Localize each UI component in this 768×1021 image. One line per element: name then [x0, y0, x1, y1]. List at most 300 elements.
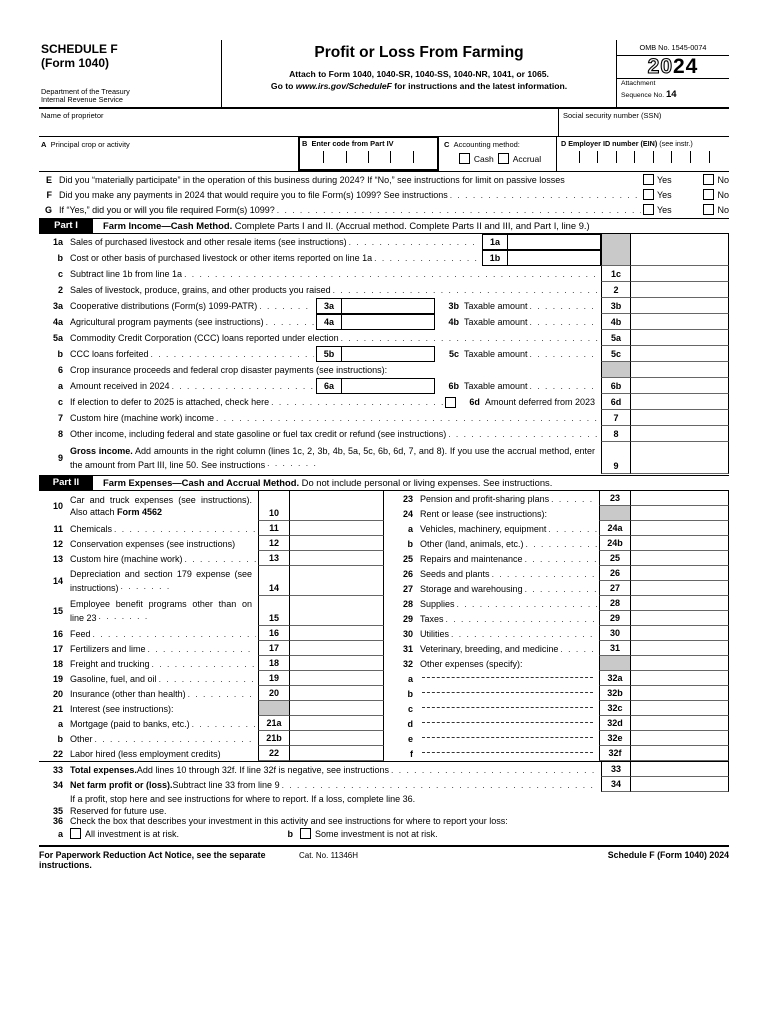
line-ncell-20: 20 [258, 686, 290, 701]
line-number: 28 [402, 598, 413, 609]
line-label [70, 539, 258, 549]
write-in-line-32f[interactable] [422, 751, 593, 753]
form-line-6d [39, 394, 729, 410]
line-ncell-6d: 6d [601, 394, 631, 410]
line-label [70, 765, 601, 775]
line-number: c [57, 269, 63, 279]
line-ncell-6a: 6a [316, 378, 342, 394]
line-ncell-26: 26 [599, 566, 631, 581]
amount-cell-28[interactable] [631, 596, 729, 611]
entry-box-6a[interactable] [342, 378, 435, 394]
line-number: 5a [52, 333, 63, 343]
line-label [70, 269, 601, 279]
amount-cell-6d[interactable] [631, 394, 729, 410]
line-number: b [407, 688, 413, 699]
amount-cell-25[interactable] [631, 551, 729, 566]
line-text: Check the box that describes your investment in this activity and see instructions for where to report your loss: [70, 816, 508, 826]
line-ncell-7: 7 [601, 410, 631, 426]
amount-cell-11[interactable] [290, 521, 384, 536]
form-line-13 [39, 551, 384, 566]
amount-cell-10[interactable] [290, 491, 384, 521]
schedule-name: SCHEDULE F [41, 42, 118, 56]
ein-box[interactable] [556, 137, 729, 171]
line-number: b [57, 253, 63, 263]
amount-cell-32f[interactable] [631, 746, 729, 761]
amount-cell-21a[interactable] [290, 716, 384, 731]
line-text: Chemicals [70, 523, 113, 534]
amount-cell-8[interactable] [631, 426, 729, 442]
entry-box-3a[interactable] [342, 298, 435, 314]
line-ncell-24b: 24b [599, 536, 631, 551]
dot-leaders [560, 644, 597, 654]
amount-cell-6b[interactable] [631, 378, 729, 394]
form-line-1b [39, 250, 729, 266]
line-text: Feed [70, 628, 91, 639]
form-line-22 [39, 746, 384, 761]
amount-cell-3b[interactable] [631, 298, 729, 314]
dot-leaders [172, 381, 314, 391]
line-text: Commodity Credit Corporation (CCC) loans reported under election [70, 333, 339, 343]
dot-leaders [277, 205, 641, 215]
amount-cell-19[interactable] [290, 671, 384, 686]
dot-leaders [152, 659, 256, 669]
dot-leaders [530, 381, 599, 391]
line-label [420, 554, 599, 564]
line-ncell-32b: 32b [599, 686, 631, 701]
amount-cell[interactable] [631, 656, 729, 671]
accrual-checkbox[interactable] [498, 153, 509, 164]
entry-box-4a[interactable] [342, 314, 435, 330]
line-text: Insurance (other than health) [70, 688, 186, 699]
form-footer [39, 845, 729, 870]
form-line-1c [39, 266, 729, 282]
agency-line1: Department of the Treasury [41, 86, 130, 96]
amount-cell-30[interactable] [631, 626, 729, 641]
shaded-cell [601, 362, 631, 378]
line-label [70, 317, 316, 327]
entry-box-5b[interactable] [342, 346, 435, 362]
amount-cell-32e[interactable] [631, 731, 729, 746]
dot-leaders [530, 349, 599, 359]
line-text: Vehicles, machinery, equipment [420, 523, 547, 534]
form-line-15 [39, 596, 384, 626]
line-ncell-13: 13 [258, 551, 290, 566]
line-text: Veterinary, breeding, and medicine [420, 643, 559, 654]
part1-heading-bold: Farm Income—Cash Method. [103, 220, 233, 231]
line-number: 4b [448, 317, 459, 327]
year-outline: 20 [647, 55, 673, 78]
line-ncell-3b: 3b [601, 298, 631, 314]
line36a-letter: a [57, 828, 63, 839]
dot-leaders [121, 581, 173, 591]
line-ncell-1a: 1a [482, 234, 508, 250]
dot-leaders [446, 614, 597, 624]
yes-checkbox-G[interactable] [643, 204, 654, 215]
form-line-32c [389, 701, 729, 716]
line-label [420, 676, 599, 681]
line-text: Reserved for future use. [70, 806, 167, 816]
line-ncell-4b: 4b [601, 314, 631, 330]
form-line-29 [389, 611, 729, 626]
no-option [703, 204, 729, 215]
part2-heading-bold: Farm Expenses—Cash and Accrual Method. [103, 477, 300, 488]
line-ncell-15: 15 [258, 596, 290, 626]
form-line-28 [389, 596, 729, 611]
line-text: Amount received in 2024 [70, 381, 170, 391]
form-line-33 [39, 762, 729, 777]
line-text: Subtract line 33 from line 9 [172, 779, 280, 790]
line-label [70, 568, 258, 593]
shaded-cell [601, 250, 631, 266]
line-text: Cooperative distributions (Form(s) 1099-PATR) [70, 301, 258, 311]
no-label: No [717, 189, 729, 200]
yes-label: Yes [657, 189, 672, 200]
part1-heading [93, 219, 729, 233]
line-ncell-11: 11 [258, 521, 290, 536]
year-bold: 24 [673, 55, 699, 78]
line-number: 11 [53, 523, 63, 534]
line-ncell-28: 28 [599, 596, 631, 611]
yes-checkbox-E[interactable] [643, 174, 654, 185]
part-iv-code-box[interactable] [298, 136, 439, 171]
ein-comb[interactable] [561, 151, 727, 163]
line-text: Sales of purchased livestock and other resale items (see instructions) [70, 237, 347, 247]
part2-columns [39, 491, 729, 761]
line-label [70, 429, 601, 439]
line-text: Freight and trucking [70, 658, 150, 669]
line-label [70, 253, 482, 263]
footer-form-id: Schedule F (Form 1040) 2024 [607, 850, 729, 860]
line-number: 3a [52, 301, 63, 311]
line-label [70, 397, 456, 408]
paperwork-notice: For Paperwork Reduction Act Notice, see the separate instructions. [39, 850, 266, 870]
dot-leaders [451, 629, 597, 639]
line-number: 17 [52, 643, 63, 654]
question-letter: G [44, 204, 52, 215]
amount-cell-26[interactable] [631, 566, 729, 581]
line-label [420, 691, 599, 696]
line-label [420, 751, 599, 756]
line-label [420, 644, 599, 654]
part1-heading-rest: Complete Parts I and II. (Accrual method. Complete Parts II and III, and Part I, line 9.) [232, 220, 590, 231]
comb-cell [579, 151, 598, 163]
no-option [703, 174, 729, 185]
write-in-line-32b[interactable] [422, 691, 593, 693]
entry-box-1b[interactable] [508, 250, 601, 266]
form-line-4b [39, 314, 729, 330]
line-number: 30 [402, 628, 413, 639]
line-ncell-25: 25 [599, 551, 631, 566]
dot-leaders [349, 237, 480, 247]
sequence-label: Sequence No. [621, 91, 665, 99]
line-label [70, 554, 258, 564]
no-checkbox-G[interactable] [703, 204, 714, 215]
amount-cell-1c[interactable] [631, 266, 729, 282]
yes-option [643, 204, 672, 215]
dot-leaders [450, 190, 641, 200]
form-line-18 [39, 656, 384, 671]
amount-cell-12[interactable] [290, 536, 384, 551]
line-number: 8 [57, 429, 63, 439]
amount-cell-2[interactable] [631, 282, 729, 298]
form-line-32e [389, 731, 729, 746]
line-label-bold: Form 4562 [117, 507, 163, 517]
question-text: Did you make any payments in 2024 that would require you to file Form(s) 1099? See instructions [59, 189, 448, 200]
amount-cell[interactable] [631, 234, 729, 250]
goto-prefix: Go to [270, 81, 296, 92]
amount-cell-15[interactable] [290, 596, 384, 626]
dot-leaders [151, 349, 314, 359]
line-ncell-32a: 32a [599, 671, 631, 686]
line-number: a [57, 381, 63, 391]
yes-no-group [643, 204, 729, 215]
no-checkbox-E[interactable] [703, 174, 714, 185]
no-checkbox-F[interactable] [703, 189, 714, 200]
write-in-line-32c[interactable] [422, 706, 593, 708]
dot-leaders [185, 554, 256, 564]
dot-leaders [148, 644, 256, 654]
comb-cell [634, 151, 653, 163]
line-number: c [57, 397, 63, 407]
not-at-risk-checkbox[interactable] [300, 828, 311, 839]
comb-cell [323, 151, 345, 163]
code-comb[interactable] [302, 151, 435, 163]
amount-cell-22[interactable] [290, 746, 384, 761]
line-number: 26 [402, 568, 413, 579]
amount-cell-34[interactable] [631, 777, 729, 792]
amount-cell-32d[interactable] [631, 716, 729, 731]
line-number: a [407, 673, 413, 684]
line-ncell-1c: 1c [601, 266, 631, 282]
questions-e-f-g [39, 172, 729, 217]
line-number: 25 [402, 553, 413, 564]
line-label [70, 349, 316, 359]
form-line-24b [389, 536, 729, 551]
form-line-36 [39, 816, 729, 826]
line-text: Utilities [420, 628, 450, 639]
amount-cell[interactable] [631, 506, 729, 521]
line-number: 18 [52, 658, 63, 669]
line-number: 6b [448, 381, 459, 391]
line-ncell-9: 9 [601, 442, 631, 474]
line-c-label: Accounting method: [453, 140, 520, 149]
no-option [703, 189, 729, 200]
form-line-25 [389, 551, 729, 566]
amount-cell-5a[interactable] [631, 330, 729, 346]
amount-cell-31[interactable] [631, 641, 729, 656]
line-text: Car and truck expenses (see instructions). Also attach [70, 494, 252, 517]
principal-crop-input[interactable] [39, 137, 298, 171]
part2-left-column [39, 491, 384, 761]
question-F [39, 187, 729, 202]
amount-cell-33[interactable] [631, 762, 729, 777]
line-a-label: Principal crop or activity [50, 140, 130, 149]
write-in-line-32e[interactable] [422, 736, 593, 738]
irs-url-link[interactable]: www.irs.gov/ScheduleF [295, 81, 392, 92]
line-label [70, 734, 258, 744]
line-number: 3b [448, 301, 459, 311]
dot-leaders [530, 317, 599, 327]
dot-leaders [530, 301, 599, 311]
form-line-10 [39, 491, 384, 521]
proprietor-name-input[interactable] [39, 109, 558, 136]
part2-header-bar [39, 475, 729, 491]
amount-cell-20[interactable] [290, 686, 384, 701]
amount-cell-14[interactable] [290, 566, 384, 596]
amount-cell-24b[interactable] [631, 536, 729, 551]
part1-rows [39, 234, 729, 474]
line-ncell-32e: 32e [599, 731, 631, 746]
line-ncell-16: 16 [258, 626, 290, 641]
line-label [70, 524, 258, 534]
shaded-cell [258, 701, 290, 716]
ssn-label: Social security number (SSN) [563, 111, 662, 120]
amount-cell-21b[interactable] [290, 731, 384, 746]
amount-cell-29[interactable] [631, 611, 729, 626]
amount-cell-32b[interactable] [631, 686, 729, 701]
attachment-sequence [617, 78, 729, 100]
form-id-block [39, 40, 222, 107]
line-label [70, 413, 601, 423]
line-ncell-30: 30 [599, 626, 631, 641]
form-line-2 [39, 282, 729, 298]
all-at-risk-checkbox[interactable] [70, 828, 81, 839]
amount-cell-32a[interactable] [631, 671, 729, 686]
amount-cell-7[interactable] [631, 410, 729, 426]
line-ncell-18: 18 [258, 656, 290, 671]
amount-cell-16[interactable] [290, 626, 384, 641]
catalog-number: Cat. No. 11346H [299, 851, 358, 860]
question-G [39, 202, 729, 217]
form-line-21a [39, 716, 384, 731]
line-text: Storage and warehousing [420, 583, 523, 594]
cash-checkbox[interactable] [459, 153, 470, 164]
comb-cell [346, 151, 368, 163]
question-letter: E [45, 174, 52, 185]
line34-note-row [39, 792, 729, 806]
ssn-input[interactable] [558, 109, 729, 136]
line-text: Custom hire (machine work) income [70, 413, 215, 423]
line-number: 5c [448, 349, 459, 359]
line-label [70, 301, 316, 311]
omb-number: OMB No. 1545-0074 [617, 40, 729, 56]
entry-box-1a[interactable] [508, 234, 601, 250]
dot-leaders [341, 333, 599, 343]
line-label [70, 689, 258, 699]
form-title: Profit or Loss From Farming [314, 44, 524, 61]
line-text: Rent or lease (see instructions): [420, 508, 548, 519]
amount-cell-27[interactable] [631, 581, 729, 596]
line-number: 15 [52, 606, 63, 616]
dot-leaders [192, 719, 256, 729]
line-text: Taxable amount [464, 317, 528, 327]
amount-cell-18[interactable] [290, 656, 384, 671]
line-ncell-32c: 32c [599, 701, 631, 716]
comb-cell [390, 151, 412, 163]
question-text: If “Yes,” did you or will you file required Form(s) 1099? [59, 204, 275, 215]
not-at-risk-label: Some investment is not at risk. [315, 828, 438, 839]
dot-leaders [99, 611, 151, 621]
amount-cell[interactable] [631, 250, 729, 266]
form-line-21b [39, 731, 384, 746]
line-text: Other income, including federal and state gasoline or fuel tax credit or refund (see instructions) [70, 429, 447, 439]
line-label [70, 629, 258, 639]
checkbox-6d[interactable] [445, 397, 456, 408]
amount-cell-32c[interactable] [631, 701, 729, 716]
dot-leaders [216, 413, 599, 423]
line-ncell-32f: 32f [599, 746, 631, 761]
line-text: Taxable amount [464, 349, 528, 359]
amount-cell[interactable] [290, 701, 384, 716]
amount-cell-13[interactable] [290, 551, 384, 566]
part1-header-bar [39, 218, 729, 234]
agency-block [41, 88, 217, 106]
line-a-letter: A [41, 140, 47, 149]
line-label [70, 598, 258, 623]
question-letter: F [46, 189, 52, 200]
dot-leaders [448, 429, 599, 439]
line-number: 9 [57, 453, 63, 463]
line-number: 29 [402, 613, 413, 624]
question-text: Did you “materially participate” in the operation of this business during 2024? If “No,” see instructions for limit on passive losses [59, 174, 565, 185]
line-text: Taxable amount [464, 381, 528, 391]
amount-cell-5c[interactable] [631, 346, 729, 362]
line-text: Other [70, 733, 93, 744]
line-text: Fertilizers and lime [70, 643, 146, 654]
yes-checkbox-F[interactable] [643, 189, 654, 200]
write-in-line-32a[interactable] [422, 676, 593, 678]
line34-note: If a profit, stop here and see instructions for where to report. If a loss, complete line 36. [70, 794, 416, 804]
line-label [70, 237, 482, 247]
line-label [420, 509, 599, 519]
dot-leaders [282, 780, 599, 790]
amount-cell-4b[interactable] [631, 314, 729, 330]
dot-leaders [526, 539, 597, 549]
line-text: Add lines 10 through 32f. If line 32f is negative, see instructions [136, 764, 390, 775]
line-label-bold: Gross income. [70, 446, 133, 457]
line-number: 14 [52, 576, 63, 586]
part1-label: Part I [39, 219, 93, 233]
line-number: b [57, 733, 63, 744]
amount-cell[interactable] [631, 362, 729, 378]
goto-suffix: for instructions and the latest information. [391, 81, 568, 92]
line-text: Cost or other basis of purchased livestock or other items reported on line 1a [70, 253, 373, 263]
attachment-label: Attachment [621, 80, 656, 88]
amount-cell-24a[interactable] [631, 521, 729, 536]
write-in-line-32d[interactable] [422, 721, 593, 723]
comb-cell [368, 151, 390, 163]
form-title-block [222, 40, 616, 107]
amount-cell-23[interactable] [631, 491, 729, 506]
line-text: Seeds and plants [420, 568, 490, 579]
form-line-35 [39, 806, 729, 816]
dot-leaders [93, 629, 256, 639]
amount-cell-17[interactable] [290, 641, 384, 656]
line-text: Other expenses (specify): [420, 658, 523, 669]
line-text: Conservation expenses (see instructions) [70, 538, 236, 549]
cash-label: Cash [473, 153, 494, 164]
line-text: Repairs and maintenance [420, 553, 523, 564]
yes-option [643, 174, 672, 185]
line-number: c [407, 703, 413, 714]
line-ncell-22: 22 [258, 746, 290, 761]
line-label [420, 539, 599, 549]
attach-instruction: Attach to Form 1040, 1040-SR, 1040-SS, 1040-NR, 1041, or 1065. [289, 69, 549, 79]
accrual-label: Accrual [512, 153, 542, 164]
line-number: 21 [52, 703, 63, 714]
form-line-24a [389, 521, 729, 536]
amount-cell-9[interactable] [631, 442, 729, 474]
